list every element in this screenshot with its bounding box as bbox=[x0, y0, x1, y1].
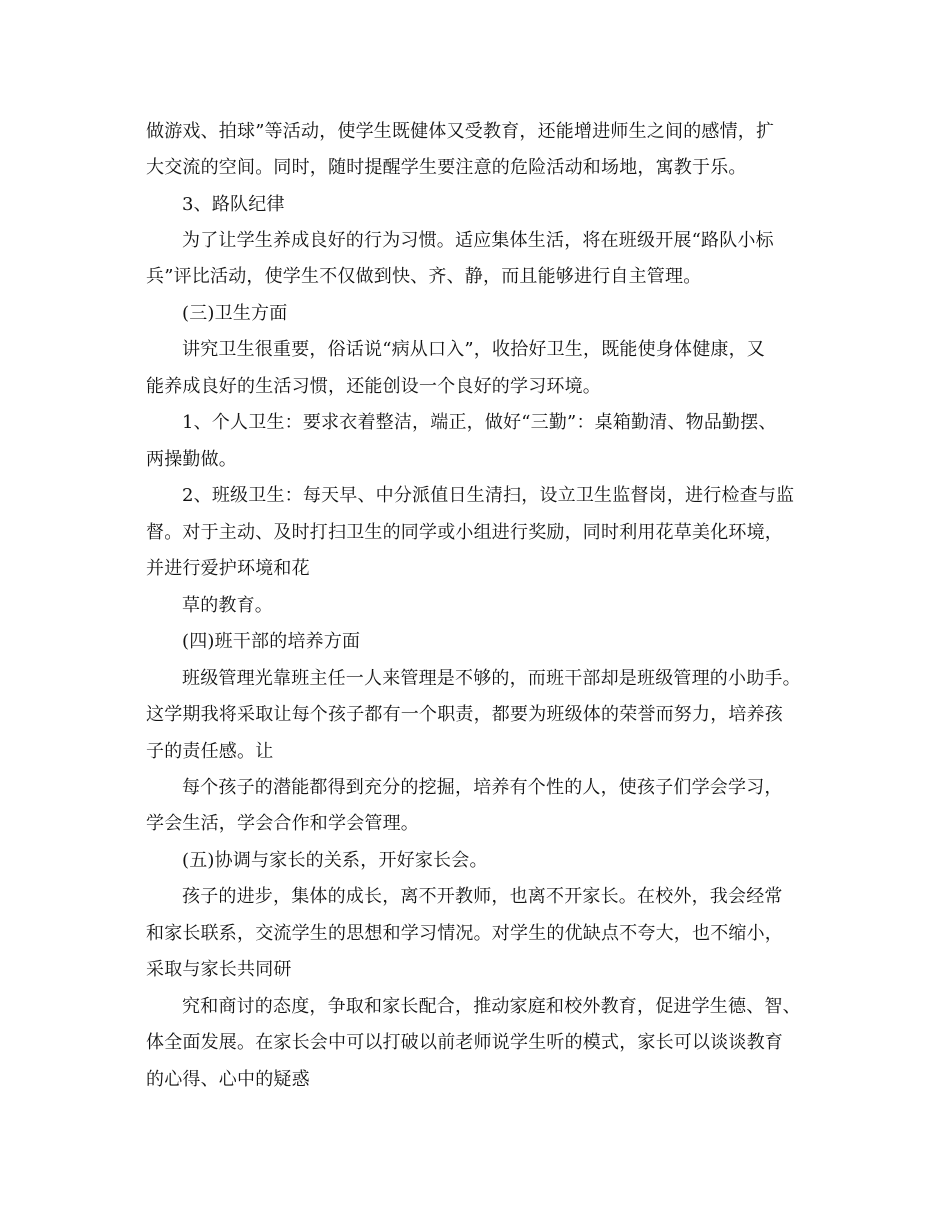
section-heading: (五)协调与家长的关系，开好家长会。 bbox=[182, 850, 488, 871]
paragraph-line: 兵”评比活动，使学生不仅做到快、齐、静，而且能够进行自主管理。 bbox=[146, 266, 702, 287]
paragraph-line: 和家长联系，交流学生的思想和学习情况。对学生的优缺点不夸大，也不缩小， bbox=[146, 923, 783, 944]
paragraph-line: 采取与家长共同研 bbox=[146, 959, 292, 980]
paragraph-line: 两操勤做。 bbox=[146, 449, 237, 470]
paragraph-line: 子的责任感。让 bbox=[146, 741, 274, 762]
paragraph-line: 大交流的空间。同时，随时提醒学生要注意的危险活动和场地，寓教于乐。 bbox=[146, 157, 747, 178]
paragraph-line: 讲究卫生很重要，俗话说“病从口入”，收拾好卫生，既能使身体健康，又 bbox=[182, 339, 766, 360]
paragraph-line: 草的教育。 bbox=[182, 595, 273, 616]
section-heading: 3、路队纪律 bbox=[182, 194, 285, 215]
paragraph-line: 班级管理光靠班主任一人来管理是不够的，而班干部却是班级管理的小助手。 bbox=[182, 668, 801, 689]
paragraph-line: 学会生活，学会合作和学会管理。 bbox=[146, 813, 419, 834]
paragraph-line: 督。对于主动、及时打扫卫生的同学或小组进行奖励，同时利用花草美化环境， bbox=[146, 522, 783, 543]
paragraph-line: 究和商讨的态度，争取和家长配合，推动家庭和校外教育，促进学生德、智、 bbox=[182, 996, 801, 1017]
paragraph-line: 体全面发展。在家长会中可以打破以前老师说学生听的模式，家长可以谈谈教育 bbox=[146, 1032, 783, 1053]
paragraph-line: 这学期我将采取让每个孩子都有一个职责，都要为班级体的荣誉而努力，培养孩 bbox=[146, 704, 783, 725]
paragraph-line: 并进行爱护环境和花 bbox=[146, 558, 310, 579]
paragraph-line: 为了让学生养成良好的行为习惯。适应集体生活，将在班级开展“路队小标 bbox=[182, 230, 774, 251]
paragraph-line: 能养成良好的生活习惯，还能创设一个良好的学习环境。 bbox=[146, 376, 601, 397]
paragraph-line: 的心得、心中的疑惑 bbox=[146, 1069, 310, 1090]
section-heading: (三)卫生方面 bbox=[182, 303, 288, 324]
paragraph-line: 做游戏、拍球”等活动，使学生既健体又受教育，还能增进师生之间的感情，扩 bbox=[146, 121, 775, 142]
paragraph-line: 2、班级卫生：每天早、中分派值日生清扫，设立卫生监督岗，进行检查与监 bbox=[182, 485, 795, 506]
paragraph-line: 1、个人卫生：要求衣着整洁，端正，做好“三勤”：桌箱勤清、物品勤摆、 bbox=[182, 412, 777, 433]
paragraph-line: 孩子的进步，集体的成长，离不开教师，也离不开家长。在校外，我会经常 bbox=[182, 886, 783, 907]
paragraph-line: 每个孩子的潜能都得到充分的挖掘，培养有个性的人，使孩子们学会学习， bbox=[182, 777, 783, 798]
section-heading: (四)班干部的培养方面 bbox=[182, 631, 361, 652]
